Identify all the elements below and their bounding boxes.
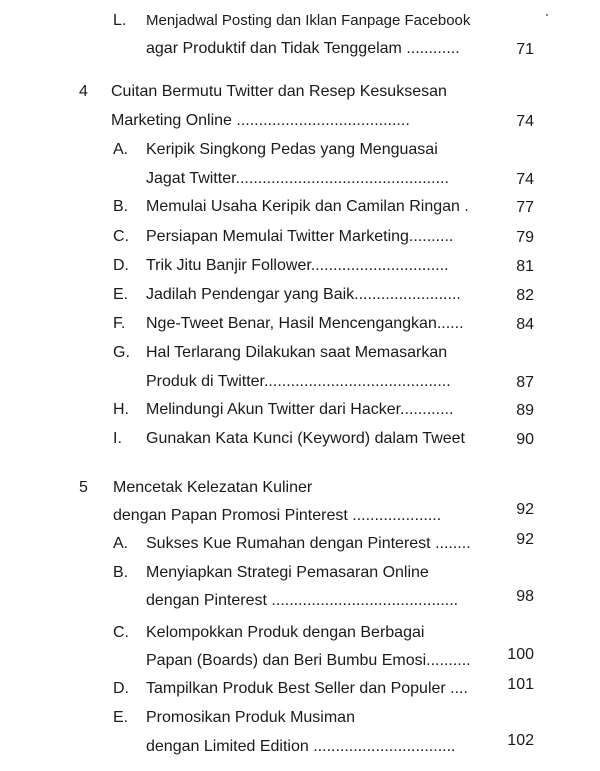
toc-entry-key: C. (113, 228, 129, 245)
toc-entry-title: Kelompokkan Produk dengan Berbagai (146, 624, 425, 641)
toc-entry-key: B. (113, 198, 129, 215)
toc-entry-title: Persiapan Memulai Twitter Marketing.......... (146, 228, 454, 245)
toc-page-number: 87 (516, 374, 534, 391)
toc-entry-title: Sukses Kue Rumahan dengan Pinterest ........ (146, 535, 471, 552)
toc-page-number: 101 (507, 676, 534, 693)
toc-entry-key: D. (113, 257, 129, 274)
toc-entry-title: Menjadwal Posting dan Iklan Fanpage Facebook (146, 12, 471, 29)
toc-entry-title: Melindungi Akun Twitter dari Hacker............ (146, 401, 454, 418)
toc-page-number: 82 (516, 287, 534, 304)
toc-entry-key: L. (113, 12, 127, 29)
toc-entry-title: Jagat Twitter................................................ (146, 170, 449, 187)
toc-entry-title: Trik Jitu Banjir Follower............................... (146, 257, 449, 274)
toc-entry-title: Tampilkan Produk Best Seller dan Populer .... (146, 680, 468, 697)
toc-entry-title: Menyiapkan Strategi Pemasaran Online (146, 564, 429, 581)
toc-entry-key: E. (113, 286, 129, 303)
toc-entry-key: G. (113, 344, 130, 361)
toc-page-number: 92 (516, 501, 534, 518)
toc-page-number: 89 (516, 402, 534, 419)
toc-entry-title: Promosikan Produk Musiman (146, 709, 355, 726)
toc-entry-title: Produk di Twitter.......................................... (146, 373, 451, 390)
toc-page-number: 74 (516, 113, 534, 130)
toc-chapter-title: dengan Papan Promosi Pinterest .................... (113, 507, 442, 524)
toc-entry-key: B. (113, 564, 129, 581)
toc-entry-title: agar Produktif dan Tidak Tenggelam ............ (146, 40, 460, 57)
toc-entry-title: dengan Pinterest .......................................... (146, 592, 459, 609)
toc-entry-title: Keripik Singkong Pedas yang Menguasai (146, 141, 438, 158)
toc-page-number: 77 (516, 199, 534, 216)
toc-page-number: 74 (516, 171, 534, 188)
toc-page-number: 100 (507, 646, 534, 663)
toc-page-number: 98 (516, 588, 534, 605)
toc-entry-title: Jadilah Pendengar yang Baik........................ (146, 286, 461, 303)
toc-entry-key: E. (113, 709, 129, 726)
toc-chapter-title: Marketing Online ....................................... (111, 112, 410, 129)
toc-entry-title: Nge-Tweet Benar, Hasil Mencengangkan...... (146, 315, 464, 332)
toc-page-number: 102 (507, 732, 534, 749)
toc-entry-key: F. (113, 315, 126, 332)
toc-page-number: 84 (516, 316, 534, 333)
toc-page-number: 92 (516, 531, 534, 548)
toc-chapter-title: Cuitan Bermutu Twitter dan Resep Kesuksesan (111, 83, 447, 100)
toc-page-number: 79 (516, 229, 534, 246)
toc-entry-title: Memulai Usaha Keripik dan Camilan Ringan . (146, 198, 469, 215)
toc-chapter-title: Mencetak Kelezatan Kuliner (113, 479, 313, 496)
toc-entry-title: Gunakan Kata Kunci (Keyword) dalam Tweet (146, 430, 465, 447)
toc-entry-key: D. (113, 680, 129, 697)
toc-entry-title: dengan Limited Edition ................................ (146, 738, 456, 755)
speck-mark (546, 14, 548, 16)
toc-chapter-number: 5 (79, 479, 88, 496)
toc-entry-title: Papan (Boards) dan Beri Bumbu Emosi.......... (146, 652, 471, 669)
toc-chapter-number: 4 (79, 83, 88, 100)
toc-entry-title: Hal Terlarang Dilakukan saat Memasarkan (146, 344, 448, 361)
toc-page-number: 71 (516, 41, 534, 58)
toc-entry-key: A. (113, 535, 129, 552)
toc-page-number: 90 (516, 431, 534, 448)
toc-entry-key: I. (113, 430, 122, 447)
toc-entry-key: H. (113, 401, 129, 418)
toc-entry-key: C. (113, 624, 129, 641)
toc-entry-key: A. (113, 141, 129, 158)
toc-page-number: 81 (516, 258, 534, 275)
